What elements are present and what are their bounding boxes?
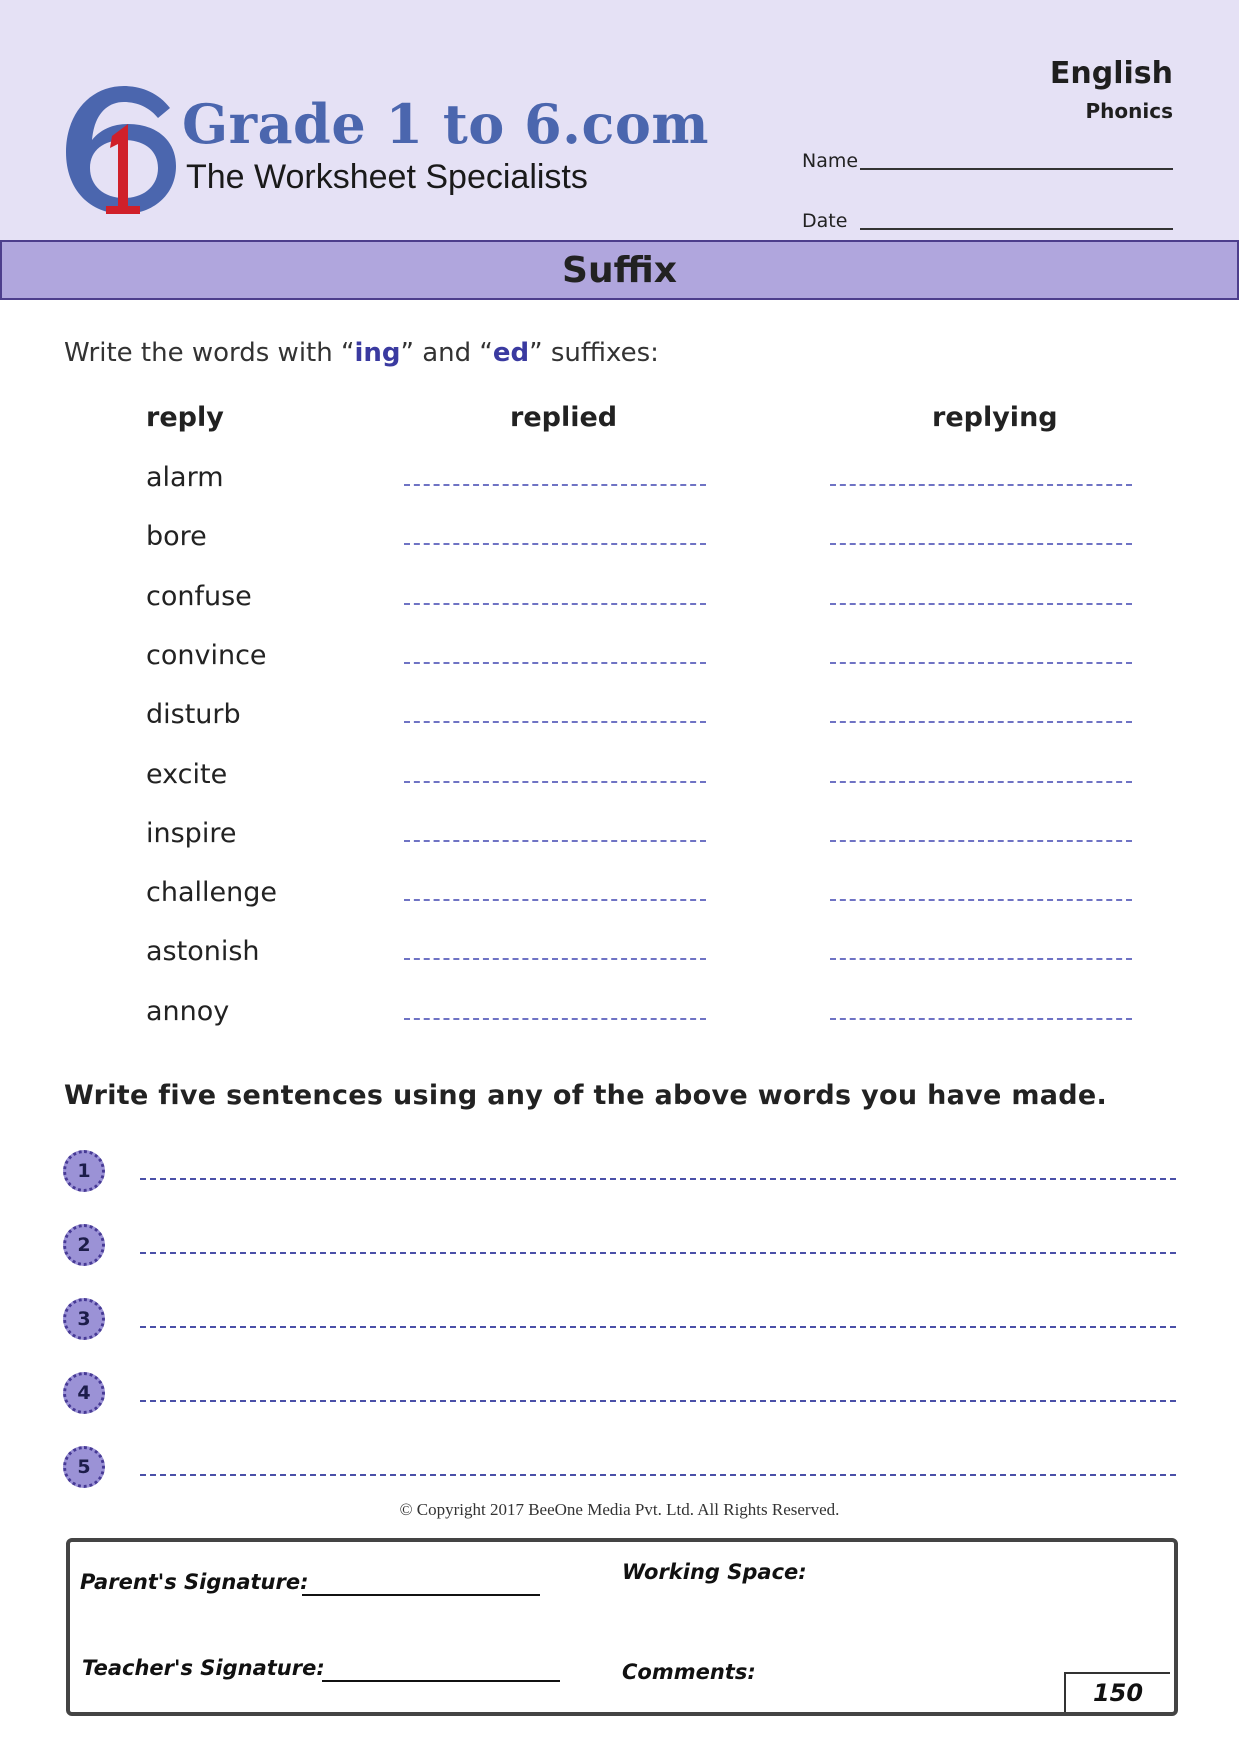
page-number: 150	[1064, 1672, 1170, 1712]
worksheet-title: Suffix	[562, 249, 677, 291]
answer-ing-field[interactable]	[830, 721, 1132, 723]
base-word: astonish	[146, 936, 260, 967]
answer-ed-field[interactable]	[404, 1018, 706, 1020]
name-label: Name	[802, 150, 859, 172]
answer-ing-field[interactable]	[830, 603, 1132, 605]
suffix-ed: ed	[492, 338, 530, 368]
base-word: excite	[146, 759, 228, 790]
base-word: challenge	[146, 877, 277, 908]
answer-ed-field[interactable]	[404, 721, 706, 723]
answer-ed-field[interactable]	[404, 662, 706, 664]
answer-ed-field[interactable]	[404, 781, 706, 783]
base-word: inspire	[146, 818, 237, 849]
sentence-line-field[interactable]	[140, 1252, 1176, 1254]
comments-label: Comments:	[622, 1660, 756, 1684]
number-badge: 4	[63, 1372, 105, 1414]
brand-title: Grade 1 to 6.com	[182, 92, 710, 156]
header-band	[0, 0, 1239, 240]
number-badge: 2	[63, 1224, 105, 1266]
sentence-line-field[interactable]	[140, 1400, 1176, 1402]
answer-ed-field[interactable]	[404, 543, 706, 545]
signature-box	[66, 1538, 1178, 1716]
base-word: disturb	[146, 699, 241, 730]
name-field[interactable]	[860, 168, 1173, 170]
copyright-text: © Copyright 2017 BeeOne Media Pvt. Ltd. All Rights Reserved.	[399, 1500, 840, 1519]
date-label: Date	[802, 210, 848, 232]
sentence-line-field[interactable]	[140, 1474, 1176, 1476]
number-badge: 3	[63, 1298, 105, 1340]
parent-signature-label: Parent's Signature:	[80, 1570, 309, 1594]
brand-tagline: The Worksheet Specialists	[186, 158, 588, 196]
answer-ing-field[interactable]	[830, 662, 1132, 664]
answer-ing-field[interactable]	[830, 958, 1132, 960]
answer-ed-field[interactable]	[404, 899, 706, 901]
title-band	[0, 240, 1239, 300]
logo-icon	[62, 86, 192, 216]
column-header-ing: replying	[932, 402, 1058, 433]
column-header-base: reply	[146, 402, 224, 433]
suffix-ing: ing	[354, 338, 401, 368]
column-header-ed: replied	[510, 402, 618, 433]
exercise2-instruction: Write five sentences using any of the above words you have made.	[64, 1080, 1108, 1111]
answer-ed-field[interactable]	[404, 840, 706, 842]
base-word: confuse	[146, 581, 252, 612]
answer-ed-field[interactable]	[404, 958, 706, 960]
answer-ed-field[interactable]	[404, 603, 706, 605]
answer-ing-field[interactable]	[830, 840, 1132, 842]
subtopic-label: Phonics	[1085, 99, 1173, 123]
teacher-signature-label: Teacher's Signature:	[82, 1656, 325, 1680]
answer-ed-field[interactable]	[404, 484, 706, 486]
base-word: annoy	[146, 996, 230, 1027]
base-word: convince	[146, 640, 267, 671]
date-field[interactable]	[860, 228, 1173, 230]
base-word: bore	[146, 521, 207, 552]
base-word: alarm	[146, 462, 224, 493]
instruction-text: ” and “	[400, 338, 493, 368]
answer-ing-field[interactable]	[830, 484, 1132, 486]
sentence-line-field[interactable]	[140, 1326, 1176, 1328]
working-space-label: Working Space:	[622, 1560, 807, 1584]
sentence-line-field[interactable]	[140, 1178, 1176, 1180]
answer-ing-field[interactable]	[830, 1018, 1132, 1020]
number-badge: 1	[63, 1150, 105, 1192]
instruction-text: ” suffixes:	[529, 338, 659, 368]
answer-ing-field[interactable]	[830, 781, 1132, 783]
exercise1-instruction	[64, 338, 659, 368]
answer-ing-field[interactable]	[830, 543, 1132, 545]
instruction-text: Write the words with “	[64, 338, 355, 368]
parent-signature-field[interactable]	[302, 1594, 540, 1596]
number-badge: 5	[63, 1446, 105, 1488]
teacher-signature-field[interactable]	[322, 1680, 560, 1682]
subject-label: English	[1049, 56, 1173, 91]
answer-ing-field[interactable]	[830, 899, 1132, 901]
